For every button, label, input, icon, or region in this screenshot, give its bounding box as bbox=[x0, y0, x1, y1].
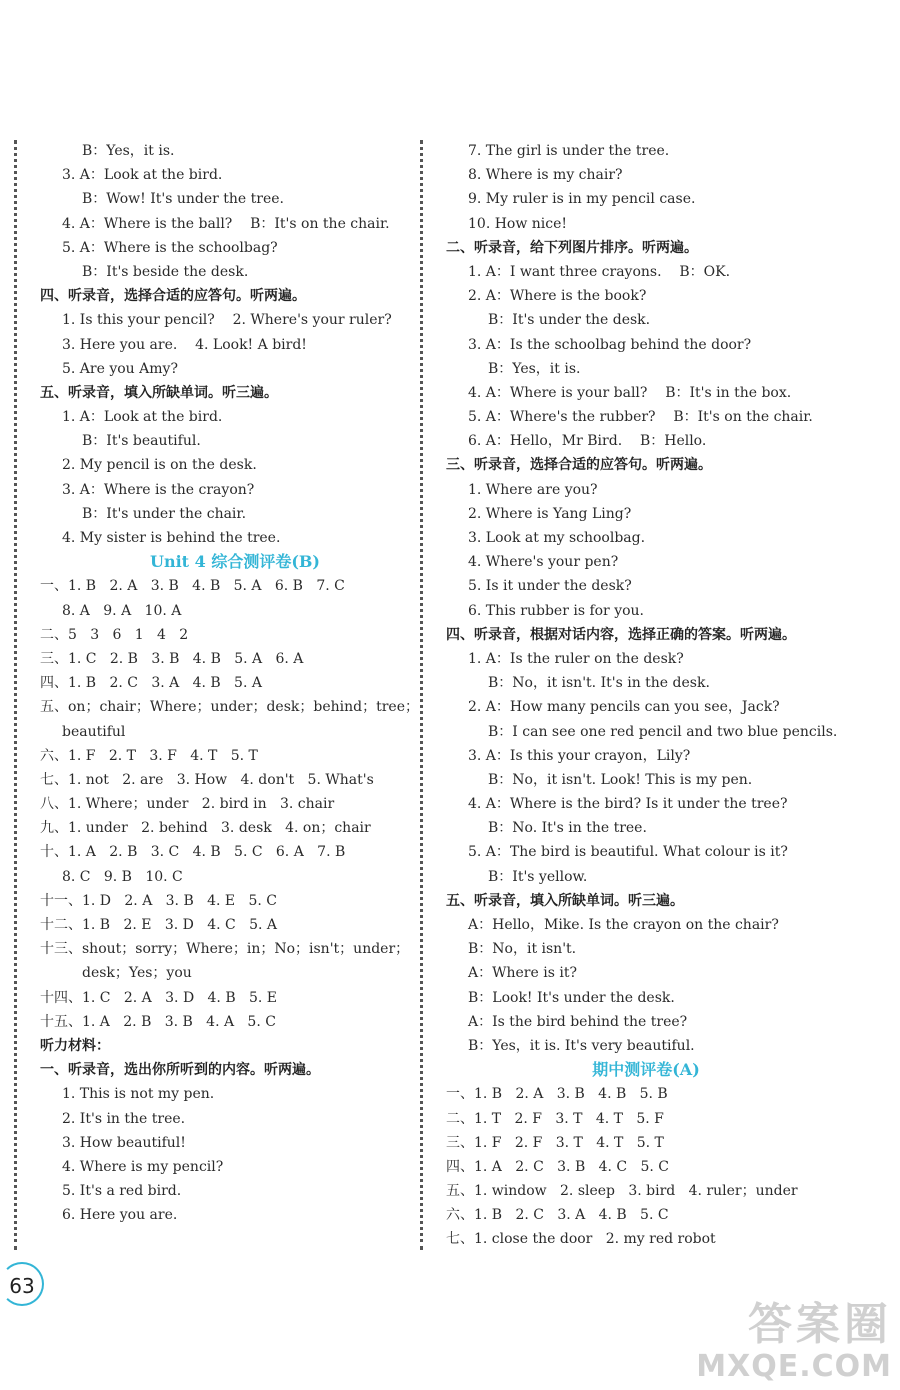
answer-line: 2. Where is Yang Ling? bbox=[468, 505, 632, 522]
answer-line: 8. A 9. A 10. A bbox=[62, 602, 182, 619]
answer-line: 五、on；chair；Where；under；desk；behind；tree； bbox=[40, 699, 419, 716]
answer-line: 六、1. F 2. T 3. F 4. T 5. T bbox=[40, 747, 258, 764]
answer-line: 8. Where is my chair? bbox=[468, 167, 623, 184]
answer-line: desk；Yes；you bbox=[82, 965, 192, 982]
watermark-line1: 答案圈 bbox=[748, 1299, 892, 1350]
section-heading: 五、听录音，填入所缺单词。听三遍。 bbox=[446, 892, 684, 909]
answer-line: 3. Look at my schoolbag. bbox=[468, 530, 646, 546]
answer-column-left bbox=[40, 139, 430, 1227]
answer-line: B：Look! It's under the desk. bbox=[468, 989, 675, 1006]
answer-line: 七、1. close the door 2. my red robot bbox=[446, 1231, 716, 1248]
answer-line: B：It's beautiful. bbox=[82, 433, 201, 450]
answer-line: 一、1. B 2. A 3. B 4. B 5. B bbox=[446, 1086, 668, 1103]
answer-line: 五、1. window 2. sleep 3. bird 4. ruler；under bbox=[446, 1183, 798, 1200]
section-heading: 三、听录音，选择合适的应答句。听两遍。 bbox=[446, 457, 712, 474]
answer-line: 5. It's a red bird. bbox=[62, 1183, 182, 1200]
answer-line: 十、1. A 2. B 3. C 4. B 5. C 6. A 7. B bbox=[40, 844, 346, 861]
answer-line: 4. A：Where is the bird? Is it under the tree? bbox=[468, 796, 788, 813]
answer-line: 2. My pencil is on the desk. bbox=[62, 457, 257, 474]
answer-line: 十五、1. A 2. B 3. B 4. A 5. C bbox=[40, 1013, 276, 1030]
answer-line: 5. A：The bird is beautiful. What colour is it? bbox=[468, 844, 788, 861]
watermark-logo bbox=[696, 1300, 892, 1384]
answer-line: 二、5 3 6 1 4 2 bbox=[40, 626, 189, 643]
answer-line: 5. A：Where is the schoolbag? bbox=[62, 239, 278, 256]
answer-line: 三、1. C 2. B 3. B 4. B 5. A 6. A bbox=[40, 650, 304, 667]
answer-line: 1. A：Look at the bird. bbox=[62, 409, 223, 426]
answer-line: B：No，it isn't. Look! This is my pen. bbox=[488, 771, 753, 788]
answer-line: B：It's yellow. bbox=[488, 868, 588, 885]
answer-line: B：No. It's in the tree. bbox=[488, 820, 647, 837]
answer-line: 三、1. F 2. F 3. T 4. T 5. T bbox=[446, 1134, 664, 1151]
answer-line: 1. A：Is the ruler on the desk? bbox=[468, 650, 684, 667]
answer-line: beautiful bbox=[62, 723, 126, 740]
section-heading: 一、听录音，选出你所听到的内容。听两遍。 bbox=[40, 1062, 320, 1079]
answer-line: B：It's under the chair. bbox=[82, 505, 247, 522]
answer-line: 5. A：Where's the rubber? B：It's on the chair. bbox=[468, 409, 813, 426]
section-heading: 听力材料： bbox=[40, 1037, 110, 1054]
answer-line: 4. A：Where is your ball? B：It's in the box. bbox=[468, 384, 792, 401]
answer-line: 1. Is this your pencil? 2. Where's your ruler? bbox=[62, 312, 392, 329]
answer-line: 3. A：Look at the bird. bbox=[62, 167, 223, 184]
answer-line: 2. It's in the tree. bbox=[62, 1110, 186, 1127]
section-heading: 五、听录音，填入所缺单词。听三遍。 bbox=[40, 384, 278, 401]
answer-line: 七、1. not 2. are 3. How 4. don't 5. What's bbox=[40, 771, 374, 788]
answer-line: 6. Here you are. bbox=[62, 1207, 178, 1224]
answer-line: 十二、1. B 2. E 3. D 4. C 5. A bbox=[40, 917, 277, 933]
answer-line: B：Wow! It's under the tree. bbox=[82, 191, 284, 208]
answer-line: 十三、shout；sorry；Where；in；No；isn't；under； bbox=[40, 941, 410, 958]
section-heading: 二、听录音，给下列图片排序。听两遍。 bbox=[446, 239, 698, 256]
answer-line: 2. A：How many pencils can you see，Jack? bbox=[468, 699, 780, 716]
answer-line: 4. Where is my pencil? bbox=[62, 1158, 224, 1175]
answer-line: 2. A：Where is the book? bbox=[468, 288, 647, 305]
answer-line: 4. A：Where is the ball? B：It's on the chair. bbox=[62, 215, 390, 232]
test-title: Unit 4 综合测评卷(B) bbox=[150, 552, 320, 572]
page-number: 63 bbox=[0, 1262, 44, 1306]
answer-line: B：No，it isn't. bbox=[468, 941, 577, 958]
answer-line: B：Yes，it is. bbox=[488, 360, 581, 377]
answer-line: 四、1. A 2. C 3. B 4. C 5. C bbox=[446, 1158, 669, 1175]
answer-line: 5. Is it under the desk? bbox=[468, 578, 632, 595]
answer-line: 3. Here you are. 4. Look! A bird! bbox=[62, 336, 307, 353]
answer-line: 1. Where are you? bbox=[468, 481, 598, 498]
answer-line: B：It's under the desk. bbox=[488, 312, 651, 329]
answer-line: 1. This is not my pen. bbox=[62, 1086, 215, 1103]
answer-line: 4. Where's your pen? bbox=[468, 554, 619, 571]
answer-line: 十一、1. D 2. A 3. B 4. E 5. C bbox=[40, 892, 277, 909]
answer-line: 3. A：Is this your crayon，Lily? bbox=[468, 747, 691, 764]
answer-line: 九、1. under 2. behind 3. desk 4. on；chair bbox=[40, 820, 371, 837]
watermark-line2: MXQE.COM bbox=[696, 1349, 892, 1384]
answer-line: 3. A：Is the schoolbag behind the door? bbox=[468, 336, 752, 353]
answer-line: 四、1. B 2. C 3. A 4. B 5. A bbox=[40, 675, 262, 692]
answer-line: 9. My ruler is in my pencil case. bbox=[468, 191, 696, 208]
answer-line: 6. This rubber is for you. bbox=[468, 602, 645, 619]
answer-line: 5. Are you Amy? bbox=[62, 360, 178, 377]
answer-line: 八、1. Where；under 2. bird in 3. chair bbox=[40, 796, 335, 813]
answer-line: B：No，it isn't. It's in the desk. bbox=[488, 675, 710, 692]
answer-line: B：Yes，it is. bbox=[82, 143, 175, 159]
answer-line: A：Is the bird behind the tree? bbox=[468, 1013, 688, 1030]
answer-line: 3. A：Where is the crayon? bbox=[62, 481, 255, 498]
answer-line: 1. A：I want three crayons. B：OK. bbox=[468, 263, 731, 280]
answer-line: 一、1. B 2. A 3. B 4. B 5. A 6. B 7. C bbox=[40, 578, 345, 595]
answer-line: B：I can see one red pencil and two blue pencils. bbox=[488, 723, 838, 740]
test-title: 期中测评卷(A) bbox=[592, 1060, 700, 1080]
answer-line: B：Yes，it is. It's very beautiful. bbox=[468, 1037, 695, 1054]
answer-line: B：It's beside the desk. bbox=[82, 263, 249, 280]
answer-line: A：Hello，Mike. Is the crayon on the chair? bbox=[468, 917, 779, 933]
answer-line: 8. C 9. B 10. C bbox=[62, 868, 183, 885]
answer-line: 7. The girl is under the tree. bbox=[468, 143, 670, 159]
answer-line: 3. How beautiful! bbox=[62, 1134, 186, 1151]
binding-dots-left bbox=[14, 140, 17, 1250]
answer-line: 十四、1. C 2. A 3. D 4. B 5. E bbox=[40, 989, 277, 1006]
answer-line: 六、1. B 2. C 3. A 4. B 5. C bbox=[446, 1207, 669, 1224]
answer-column-right bbox=[446, 139, 846, 1252]
answer-line: 二、1. T 2. F 3. T 4. T 5. F bbox=[446, 1110, 664, 1127]
section-heading: 四、听录音，根据对话内容，选择正确的答案。听两遍。 bbox=[446, 626, 796, 643]
answer-line: 6. A：Hello，Mr Bird. B：Hello. bbox=[468, 433, 707, 450]
answer-line: 10. How nice! bbox=[468, 215, 568, 232]
section-heading: 四、听录音，选择合适的应答句。听两遍。 bbox=[40, 288, 306, 305]
answer-line: A：Where is it? bbox=[468, 965, 577, 982]
answer-line: 4. My sister is behind the tree. bbox=[62, 530, 281, 546]
